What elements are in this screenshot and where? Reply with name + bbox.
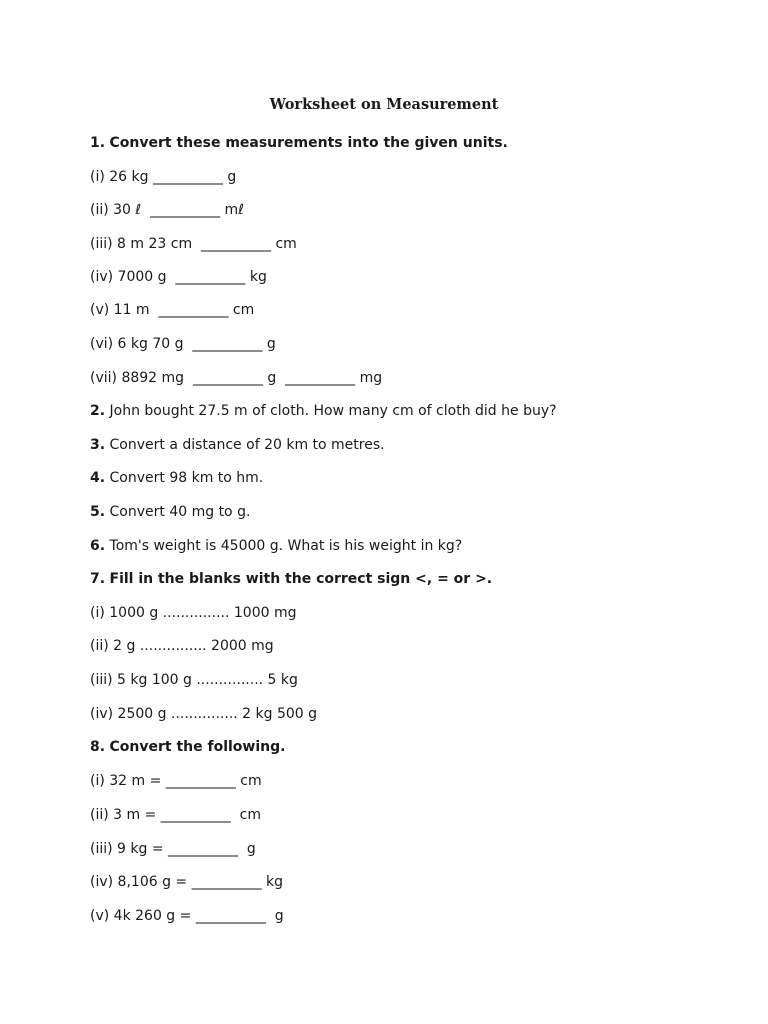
- q7-item-i: (i) 1000 g ............... 1000 mg: [90, 605, 297, 621]
- q8-item-iii: (iii) 9 kg = __________ g: [90, 841, 256, 857]
- q8-item-ii: (ii) 3 m = __________ cm: [90, 807, 262, 823]
- q1-item-iv: (iv) 7000 g __________ kg: [90, 269, 267, 285]
- question-2: 2. John bought 27.5 m of cloth. How many cm of cloth did he buy?: [90, 403, 557, 419]
- q1-item-iii: (iii) 8 m 23 cm __________ cm: [90, 236, 297, 252]
- q1-item-v: (v) 11 m __________ cm: [90, 302, 255, 318]
- question-8-heading: 8. Convert the following.: [90, 739, 286, 755]
- q8-item-i: (i) 32 m = __________ cm: [90, 773, 262, 789]
- q8-item-iv: (iv) 8,106 g = __________ kg: [90, 874, 284, 890]
- q1-item-vi: (vi) 6 kg 70 g __________ g: [90, 336, 276, 352]
- question-5: 5. Convert 40 mg to g.: [90, 504, 251, 520]
- q1-item-ii: (ii) 30 ℓ __________ mℓ: [90, 202, 244, 218]
- q8-item-v: (v) 4k 260 g = __________ g: [90, 908, 284, 924]
- q7-item-iii: (iii) 5 kg 100 g ............... 5 kg: [90, 672, 298, 688]
- q7-item-ii: (ii) 2 g ............... 2000 mg: [90, 638, 274, 654]
- question-6: 6. Tom's weight is 45000 g. What is his weight in kg?: [90, 538, 463, 554]
- q1-item-vii: (vii) 8892 mg __________ g __________ mg: [90, 370, 383, 386]
- page-title: Worksheet on Measurement: [269, 96, 499, 113]
- question-7-heading: 7. Fill in the blanks with the correct sign <, = or >.: [90, 571, 493, 587]
- question-3: 3. Convert a distance of 20 km to metres.: [90, 437, 385, 453]
- q7-item-iv: (iv) 2500 g ............... 2 kg 500 g: [90, 706, 318, 722]
- q1-item-i: (i) 26 kg __________ g: [90, 169, 237, 185]
- question-4: 4. Convert 98 km to hm.: [90, 470, 264, 486]
- question-1-heading: 1. Convert these measurements into the given units.: [90, 135, 508, 151]
